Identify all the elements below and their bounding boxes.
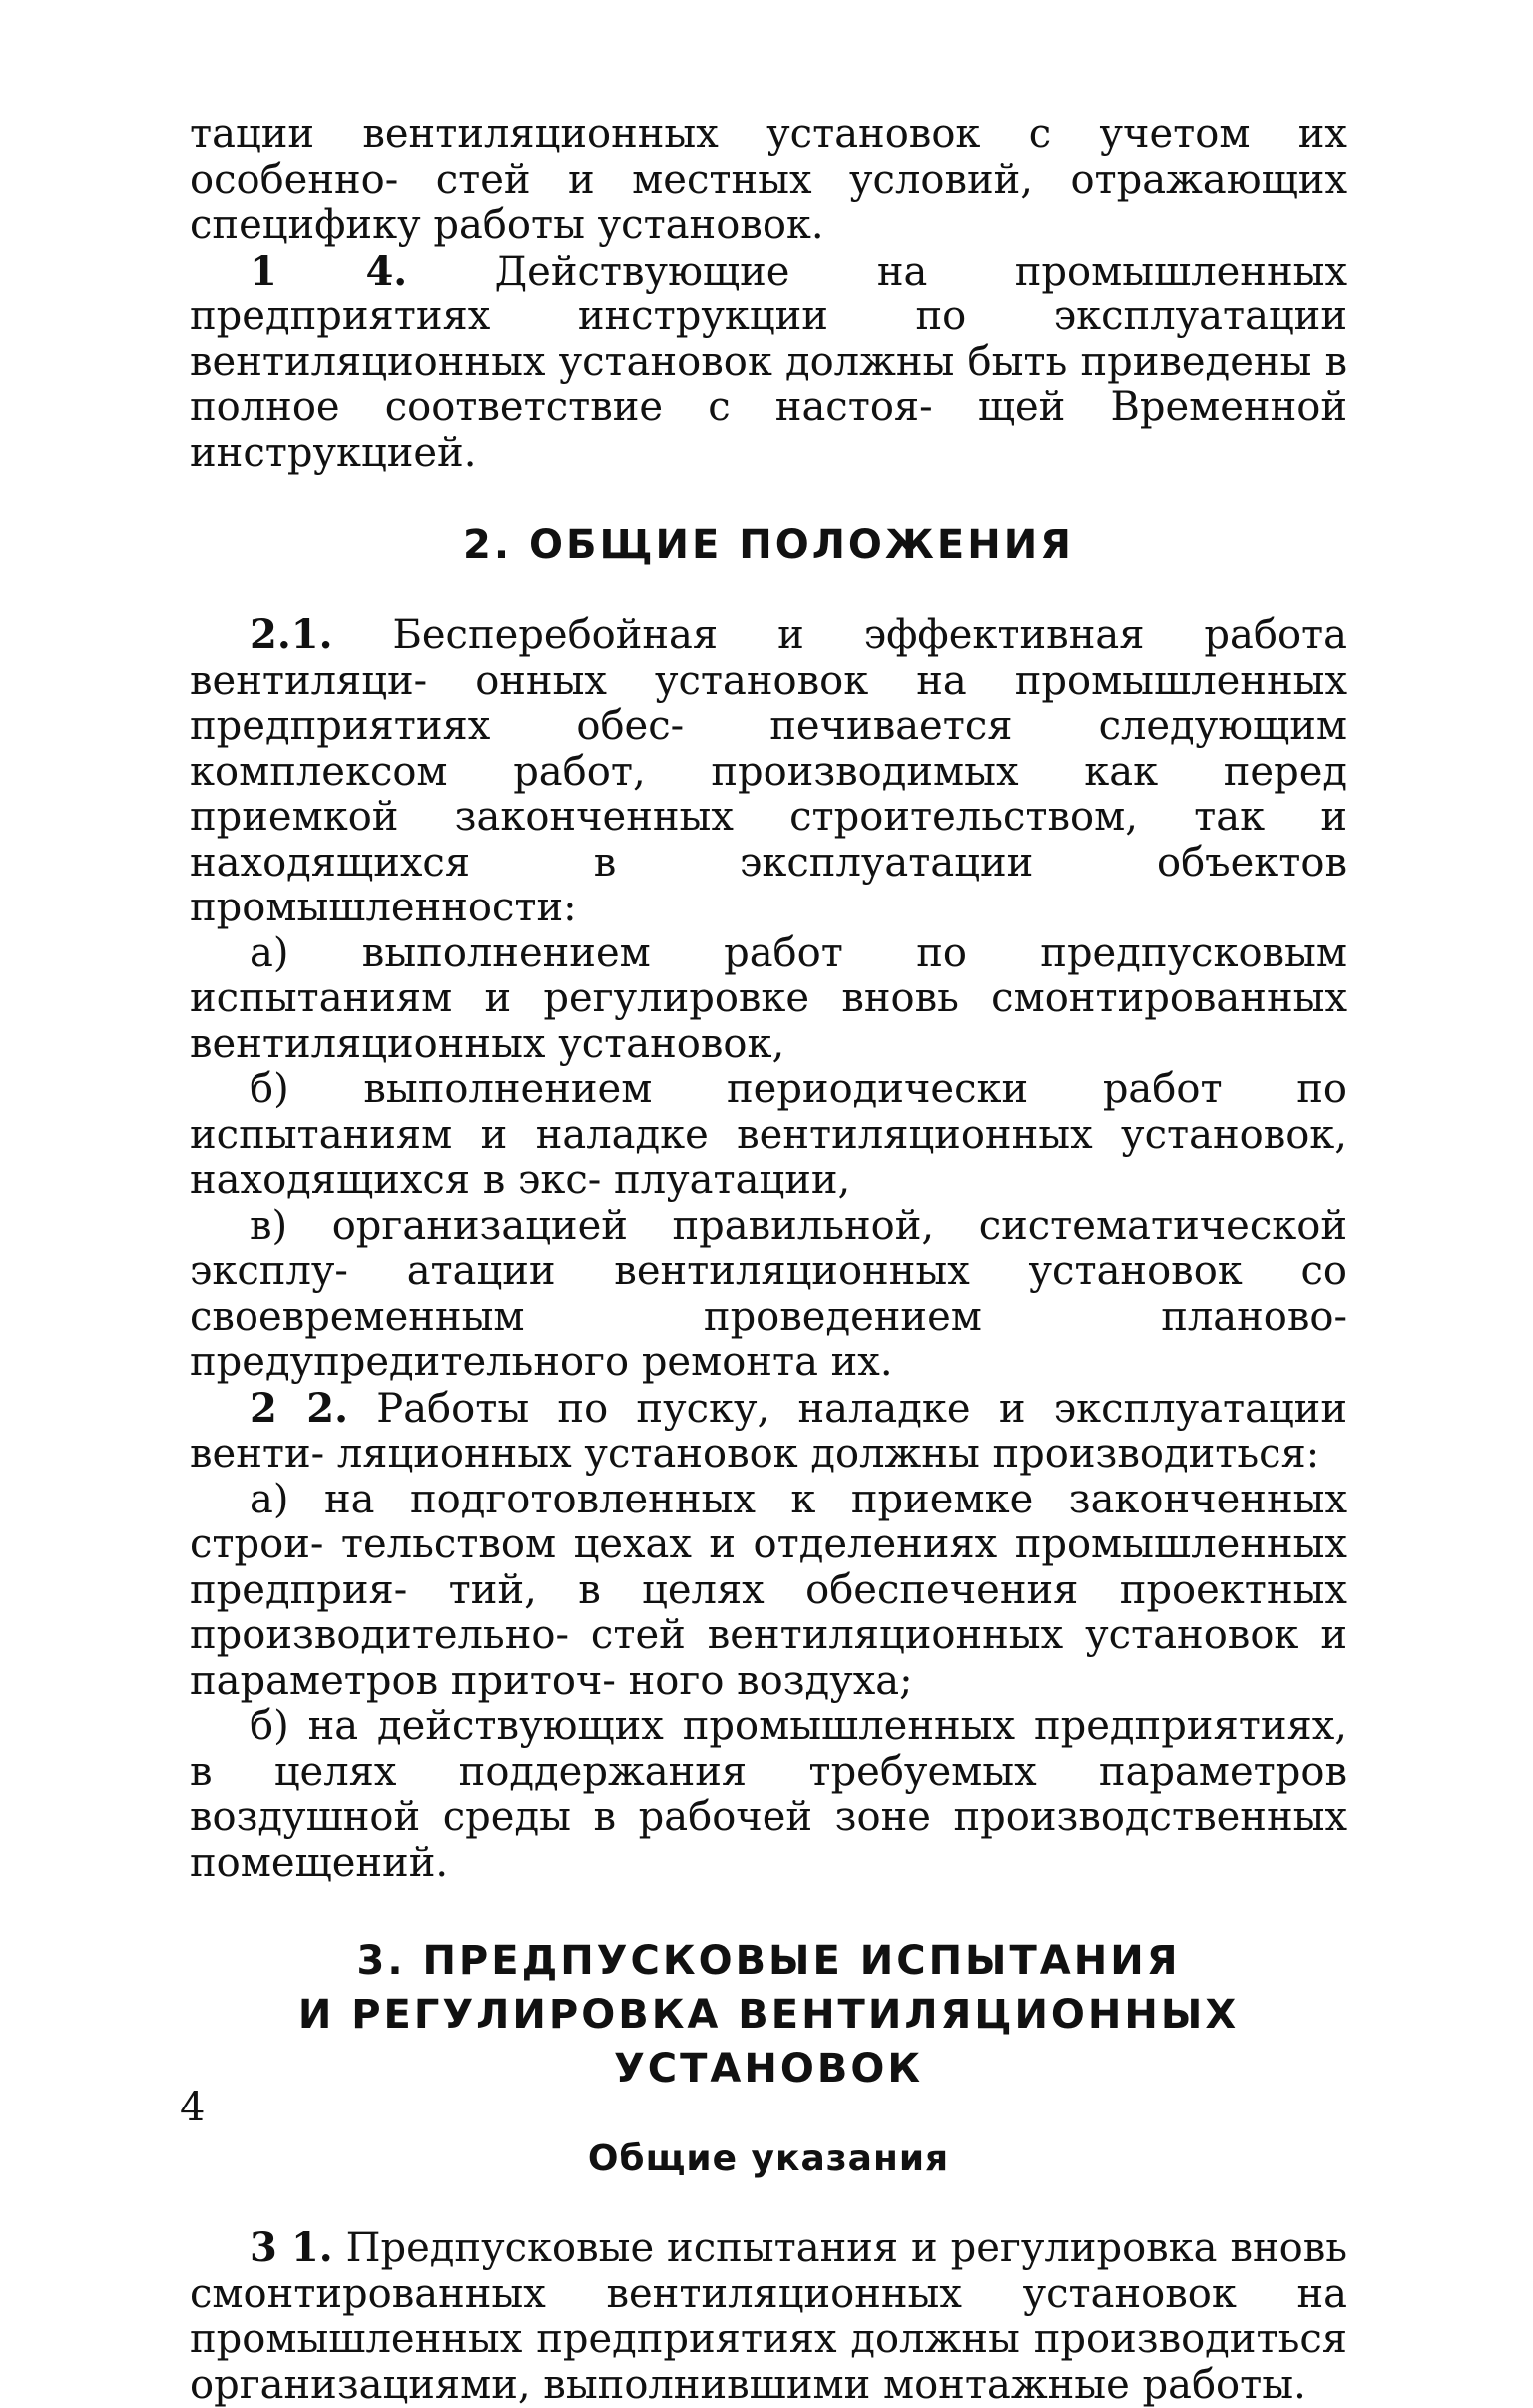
text-line: и регулировке вновь смонтированных вентиляционных xyxy=(190,975,1347,1067)
text-line: плуатации, xyxy=(614,1157,851,1203)
text-line: как перед приемкой законченных строительством, так и xyxy=(190,748,1347,840)
text-line: Бесперебойная и эффективная работа вентиляци- xyxy=(190,612,1347,704)
text-line: находящихся в эксплуатации объектов промышленности: xyxy=(190,839,1347,930)
intro-paragraph xyxy=(190,112,1347,249)
text-line: инструкции по эксплуатации вентиляционных установок xyxy=(190,294,1347,385)
text-line: печивается следующим комплексом работ, производимых xyxy=(190,703,1348,795)
text-line: а) выполнением работ по предпусковым испытаниям xyxy=(190,929,1347,1021)
paragraph-number: 2.1. xyxy=(250,611,333,658)
text-line: б) выполнением периодически работ по испытаниям и xyxy=(190,1066,1347,1158)
text-line: атации вентиляционных установок со своевременным xyxy=(190,1248,1347,1340)
text-line: промышленных предприятиях должны производиться xyxy=(190,2316,1347,2362)
text-line: онных установок на промышленных предприятиях обес- xyxy=(190,657,1347,749)
text-line: в) организацией правильной, систематической эксплу- xyxy=(190,1202,1347,1294)
text-line: щей Временной инструкцией. xyxy=(190,384,1347,476)
text-line: Работы по пуску, наладке и эксплуатации венти- xyxy=(190,1385,1348,1477)
text-line: Действующие на промышленных предприятиях xyxy=(190,248,1348,339)
text-line: организациями, выполнившими монтажные работы. xyxy=(190,2361,1306,2408)
text-line: среды в рабочей зоне производственных помещений. xyxy=(190,1794,1347,1886)
paragraph-number: 2 2. xyxy=(250,1384,349,1432)
heading-line: И РЕГУЛИРОВКА ВЕНТИЛЯЦИОННЫХ xyxy=(297,1992,1240,2038)
text-line: целях поддержания требуемых параметров воздушной xyxy=(190,1748,1347,1840)
paragraph-2-1-b xyxy=(190,1067,1347,1204)
page-number: 4 xyxy=(180,2085,206,2130)
text-line: наладке вентиляционных установок, находящихся в экс- xyxy=(190,1111,1348,1203)
text-line: ного воздуха; xyxy=(628,1657,913,1704)
paragraph-number: 3 1. xyxy=(250,2224,333,2271)
text-line: а) на подготовленных к приемке законченных строи- xyxy=(190,1476,1347,1567)
heading-line: 3. ПРЕДПУСКОВЫЕ ИСПЫТАНИЯ xyxy=(356,1938,1181,1984)
heading-line: УСТАНОВОК xyxy=(613,2046,924,2092)
text-line: должны быть приведены в полное соответствие с настоя- xyxy=(190,338,1347,430)
paragraph-3-1 xyxy=(190,2225,1347,2408)
paragraph-1-4 xyxy=(190,249,1347,477)
text-line: установок, xyxy=(558,1020,785,1067)
section-2-heading: 2. ОБЩИЕ ПОЛОЖЕНИЯ xyxy=(463,522,1074,568)
text-line: установок. xyxy=(597,202,824,248)
text-line: проведением планово-предупредительного ремонта их. xyxy=(190,1293,1347,1385)
document-page xyxy=(190,112,1347,2408)
text-line: тий, в целях обеспечения проектных производительно- xyxy=(190,1566,1347,1658)
text-line: Предпусковые испытания и регулировка xyxy=(345,2225,1218,2271)
text-line: ляционных установок должны производиться: xyxy=(336,1431,1320,1477)
text-line: вновь смонтированных вентиляционных установок на xyxy=(190,2225,1348,2317)
paragraph-2-2-a xyxy=(190,1478,1347,1705)
section-3-heading xyxy=(190,1934,1347,2096)
text-line: тации вентиляционных установок с учетом их особенно- xyxy=(190,111,1347,203)
paragraph-2-1 xyxy=(190,612,1347,931)
paragraph-2-1-c xyxy=(190,1204,1347,1386)
subsection-heading: Общие указания xyxy=(587,2138,950,2179)
text-line: стей и местных условий, отражающих специфику работы xyxy=(190,156,1347,248)
text-line: тельством цехах и отделениях промышленных предприя- xyxy=(190,1521,1347,1613)
paragraph-2-2-b xyxy=(190,1704,1347,1886)
paragraph-number: 1 4. xyxy=(250,247,408,295)
text-line: стей вентиляционных установок и параметров приточ- xyxy=(190,1612,1348,1704)
paragraph-2-1-a xyxy=(190,931,1347,1068)
paragraph-2-2 xyxy=(190,1386,1347,1478)
text-line: б) на действующих промышленных предприятиях, в xyxy=(190,1703,1347,1795)
